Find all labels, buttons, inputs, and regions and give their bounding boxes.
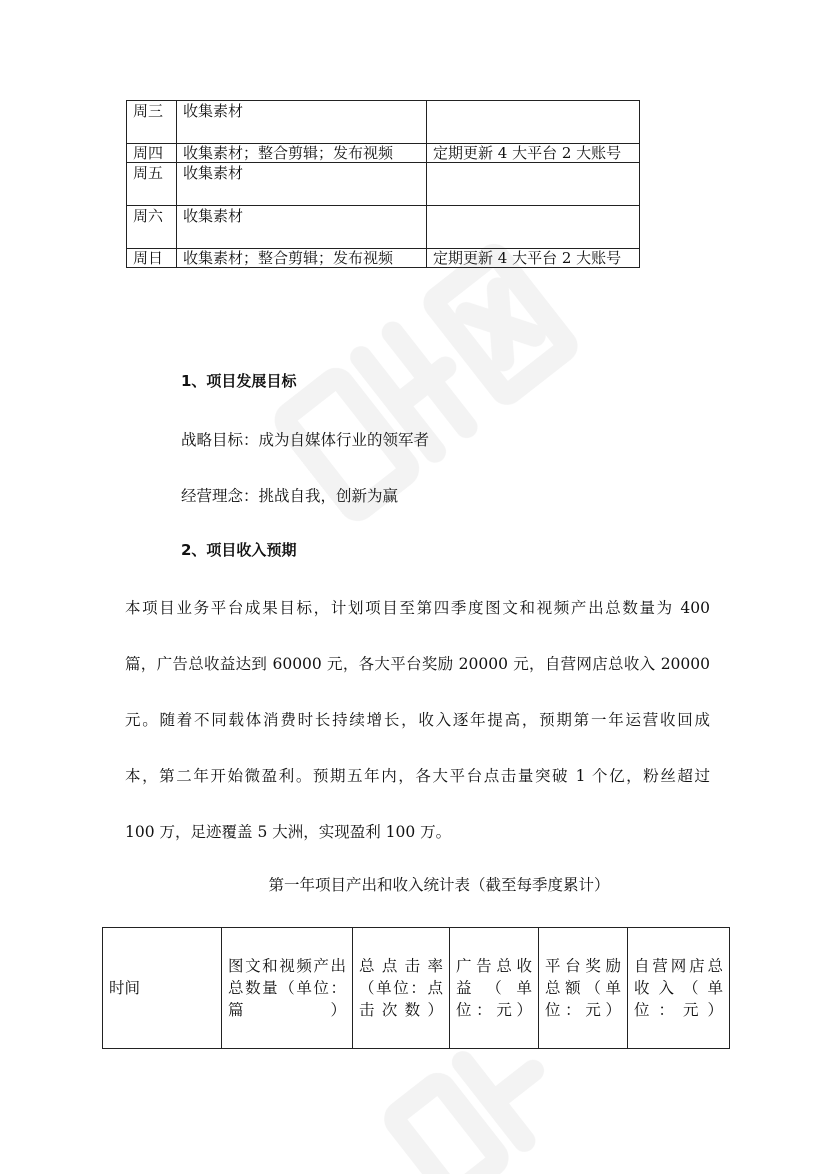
schedule-task: 收集素材；整合剪辑；发布视频: [177, 144, 427, 163]
schedule-day: 周六: [127, 206, 177, 249]
schedule-task: 收集素材；整合剪辑；发布视频: [177, 249, 427, 268]
header-click-rate: 总点击率（单位：点击次数）: [353, 928, 450, 1049]
header-platform-reward: 平台奖励总额（单位：元）: [539, 928, 628, 1049]
schedule-day: 周五: [127, 163, 177, 206]
schedule-note: [427, 206, 640, 249]
table-row: [127, 144, 640, 163]
header-shop-revenue: 自营网店总收入（单位：元）: [628, 928, 730, 1049]
table-row: [127, 163, 640, 206]
header-ad-revenue: 广告总收益（单位：元）: [450, 928, 539, 1049]
header-output-count: 图文和视频产出总数量（单位：篇）: [222, 928, 353, 1049]
paragraph-line: 本，第二年开始微盈利。预期五年内，各大平台点击量突破 1 个亿，粉丝超过: [125, 767, 710, 785]
paragraph-line: 100 万，足迹覆盖 5 大洲，实现盈利 100 万。: [125, 823, 452, 841]
schedule-note: 定期更新 4 大平台 2 大账号: [427, 144, 640, 163]
annual-stats-table: [102, 927, 730, 1049]
schedule-note: [427, 101, 640, 144]
table-header-row: [103, 928, 730, 1049]
section-heading-revenue: 2、项目收入预期: [181, 541, 297, 559]
table-row: [127, 206, 640, 249]
schedule-task: 收集素材: [177, 206, 427, 249]
paragraph-line: 元。随着不同载体消费时长持续增长，收入逐年提高，预期第一年运营收回成: [125, 711, 710, 729]
schedule-note: 定期更新 4 大平台 2 大账号: [427, 249, 640, 268]
paragraph-line: 本项目业务平台成果目标，计划项目至第四季度图文和视频产出总数量为 400: [125, 599, 710, 617]
business-philosophy-text: 经营理念：挑战自我，创新为赢: [181, 487, 399, 505]
strategy-goal-text: 战略目标：成为自媒体行业的领军者: [181, 431, 430, 449]
schedule-task: 收集素材: [177, 163, 427, 206]
table-row: [127, 101, 640, 144]
paragraph-line: 篇，广告总收益达到 60000 元，各大平台奖励 20000 元，自营网店总收入 20000: [125, 655, 710, 673]
schedule-task: 收集素材: [177, 101, 427, 144]
section-heading-goals: 1、项目发展目标: [181, 372, 297, 390]
schedule-day: 周日: [127, 249, 177, 268]
schedule-day: 周三: [127, 101, 177, 144]
schedule-note: [427, 163, 640, 206]
header-time: 时间: [103, 928, 222, 1049]
table-caption: 第一年项目产出和收入统计表（截至每季度累计）: [268, 876, 610, 894]
table-row: [127, 249, 640, 268]
schedule-day: 周四: [127, 144, 177, 163]
weekly-schedule-table: [126, 100, 640, 268]
